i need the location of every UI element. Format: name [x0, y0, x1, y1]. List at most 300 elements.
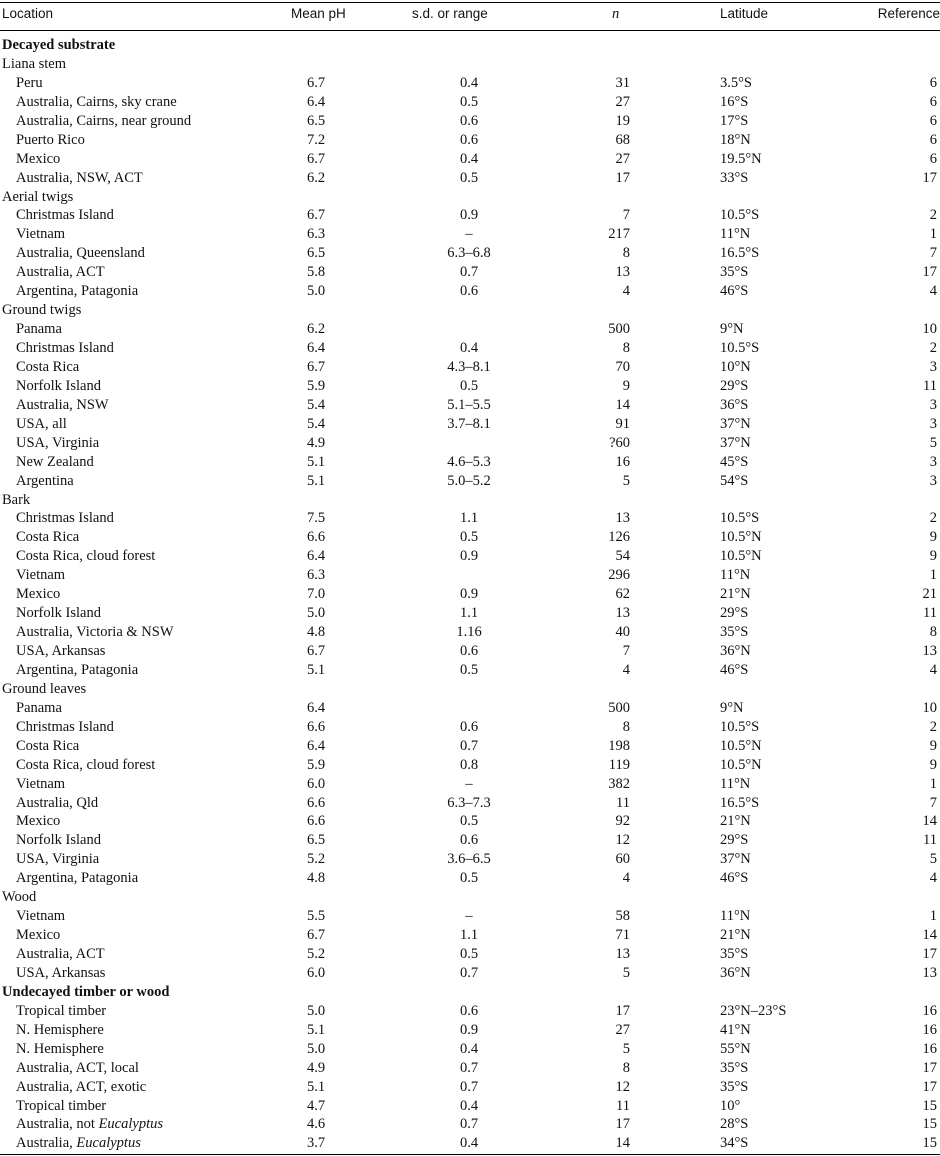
location-cell: Vietnam [16, 908, 66, 925]
group-row [0, 301, 940, 320]
n-cell: 5 [622, 964, 630, 981]
n-cell: 71 [615, 927, 630, 944]
reference-cell: 13 [922, 643, 937, 659]
mean-ph-cell: 6.6 [306, 718, 326, 735]
location-cell: Argentina, Patagonia [16, 661, 139, 678]
mean-ph-cell: 6.6 [306, 813, 326, 830]
taxon-name: Eucalyptus [98, 1116, 163, 1133]
latitude-cell: 10.5°N [720, 756, 762, 773]
reference-cell: 2 [929, 340, 937, 356]
latitude-cell: 36°S [720, 396, 749, 413]
sd-range-cell: 0.6 [459, 832, 479, 849]
mean-ph-cell: 5.0 [306, 605, 326, 622]
n-cell: 17 [615, 1002, 630, 1019]
sd-range-cell: 0.9 [459, 207, 479, 224]
mean-ph-cell: 4.8 [306, 870, 326, 887]
sd-range-cell: 0.6 [459, 643, 479, 659]
location-cell: Argentina, Patagonia [16, 283, 139, 300]
table-row [0, 850, 940, 869]
reference-cell: 5 [929, 851, 937, 868]
reference-cell: 5 [929, 434, 937, 451]
mean-ph-cell: 5.4 [306, 396, 326, 413]
sd-range-cell: 0.7 [459, 964, 479, 981]
location-cell: Mexico [16, 927, 61, 944]
reference-cell: 1 [929, 908, 937, 925]
mean-ph-cell: 6.4 [306, 699, 326, 716]
latitude-cell: 35°S [720, 624, 749, 641]
n-cell: 31 [615, 74, 630, 91]
table-body [0, 36, 940, 1153]
latitude-cell: 35°S [720, 1059, 749, 1076]
latitude-cell: 35°S [720, 264, 749, 281]
location-cell: Argentina, Patagonia [16, 870, 139, 887]
n-cell: 58 [615, 908, 630, 925]
location-cell: Vietnam [16, 226, 66, 243]
table-row [0, 1040, 940, 1059]
table-row [0, 74, 940, 93]
n-cell: 17 [615, 1116, 630, 1133]
sd-range-cell: 0.5 [459, 377, 479, 394]
location-cell: USA, all [16, 415, 67, 432]
mean-ph-cell: 6.7 [306, 74, 326, 91]
reference-cell: 14 [922, 813, 937, 830]
sd-range-cell: 0.4 [459, 150, 479, 167]
sd-range-cell: 0.4 [459, 74, 479, 91]
table-row [0, 1134, 940, 1153]
n-cell: 12 [615, 1078, 630, 1095]
table-row [0, 1002, 940, 1021]
section-row [0, 36, 940, 55]
n-cell: 11 [616, 794, 630, 811]
reference-cell: 2 [929, 718, 937, 735]
reference-cell: 16 [922, 1002, 937, 1019]
reference-cell: 11 [923, 377, 937, 394]
table-row [0, 964, 940, 983]
table-row [0, 1021, 940, 1040]
n-cell: 40 [615, 624, 630, 641]
sd-range-cell: 0.7 [459, 264, 479, 281]
mean-ph-cell: 6.7 [306, 358, 326, 375]
table-row [0, 775, 940, 794]
table-row [0, 907, 940, 926]
location-cell: USA, Virginia [16, 851, 100, 868]
table-row [0, 661, 940, 680]
n-cell: 217 [608, 226, 630, 243]
reference-cell: 1 [929, 775, 937, 792]
reference-cell: 14 [922, 927, 937, 944]
latitude-cell: 16.5°S [720, 794, 760, 811]
mean-ph-cell: 6.6 [306, 529, 326, 546]
sd-range-cell: 0.4 [459, 1040, 479, 1057]
latitude-cell: 9°N [720, 321, 744, 338]
table-row [0, 945, 940, 964]
table-row [0, 528, 940, 547]
mean-ph-cell: 4.9 [306, 434, 326, 451]
reference-cell: 4 [929, 283, 937, 300]
sd-range-cell: 4.3–8.1 [447, 358, 491, 375]
location-cell: Australia, Eucalyptus [16, 1135, 141, 1152]
mean-ph-cell: 6.4 [306, 548, 326, 565]
reference-cell: 3 [929, 358, 937, 375]
sd-range-cell: 0.6 [459, 131, 479, 148]
table-row [0, 1078, 940, 1097]
n-cell: 17 [615, 169, 630, 186]
table-row [0, 566, 940, 585]
n-cell: 60 [615, 851, 630, 868]
n-cell: 382 [608, 775, 630, 792]
location-cell: New Zealand [16, 453, 94, 470]
n-cell: 4 [622, 870, 630, 887]
mean-ph-cell: 6.3 [306, 226, 326, 243]
table-row [0, 377, 940, 396]
reference-cell: 3 [929, 453, 937, 470]
table-row [0, 642, 940, 661]
n-cell: 19 [615, 112, 630, 129]
table-row [0, 699, 940, 718]
latitude-cell: 19.5°N [720, 150, 762, 167]
latitude-cell: 46°S [720, 870, 749, 887]
table-row [0, 434, 940, 453]
table-row [0, 358, 940, 377]
reference-cell: 3 [929, 396, 937, 413]
location-cell: Australia, Cairns, sky crane [16, 93, 177, 110]
mean-ph-cell: 5.9 [306, 377, 326, 394]
mean-ph-cell: 4.9 [306, 1059, 326, 1076]
mean-ph-cell: 3.7 [306, 1135, 326, 1152]
latitude-cell: 10.5°S [720, 340, 760, 356]
latitude-cell: 21°N [720, 586, 751, 603]
mean-ph-cell: 5.2 [306, 851, 326, 868]
mean-ph-cell: 5.8 [306, 264, 326, 281]
n-cell: 16 [615, 453, 630, 470]
sd-range-cell: – [465, 775, 473, 792]
reference-cell: 9 [929, 737, 937, 754]
n-cell: 296 [608, 567, 630, 584]
sd-range-cell: 1.1 [459, 927, 479, 944]
section-heading: Undecayed timber or wood [2, 983, 170, 1000]
reference-cell: 1 [929, 567, 937, 584]
location-cell: Christmas Island [16, 207, 114, 224]
location-cell: Australia, not Eucalyptus [16, 1116, 163, 1133]
mean-ph-cell: 6.7 [306, 207, 326, 224]
sd-range-cell: 0.4 [459, 1097, 479, 1114]
header-latitude: Latitude [720, 6, 769, 21]
mean-ph-cell: 5.1 [306, 661, 326, 678]
location-cell: Puerto Rico [16, 131, 85, 148]
location-cell: Costa Rica, cloud forest [16, 548, 156, 565]
table-header [0, 6, 940, 28]
sd-range-cell: 0.6 [459, 112, 479, 129]
sd-range-cell: 3.7–8.1 [447, 415, 491, 432]
location-cell: Australia, ACT [16, 946, 105, 962]
latitude-cell: 37°N [720, 851, 751, 868]
mean-ph-cell: 7.2 [306, 131, 326, 148]
header-mean-ph: Mean pH [291, 6, 346, 21]
mean-ph-cell: 5.1 [306, 472, 326, 489]
sd-range-cell: 0.7 [459, 1059, 479, 1076]
reference-cell: 6 [929, 131, 937, 148]
reference-cell: 1 [929, 226, 937, 243]
sd-range-cell: – [465, 908, 473, 925]
table-row [0, 396, 940, 415]
reference-cell: 16 [922, 1021, 937, 1038]
sd-range-cell: 1.1 [459, 605, 479, 622]
group-row [0, 888, 940, 907]
latitude-cell: 10.5°N [720, 529, 762, 546]
table-row [0, 623, 940, 642]
latitude-cell: 11°N [720, 226, 751, 243]
n-cell: ?60 [609, 434, 630, 451]
location-cell: Mexico [16, 150, 61, 167]
mean-ph-cell: 5.9 [306, 756, 326, 773]
location-cell: Vietnam [16, 567, 66, 584]
table-row [0, 869, 940, 888]
location-cell: Australia, ACT, exotic [16, 1078, 147, 1095]
table-row [0, 509, 940, 528]
table-row [0, 718, 940, 737]
sd-range-cell: 0.7 [459, 1078, 479, 1095]
mean-ph-cell: 6.0 [306, 775, 326, 792]
location-cell: Norfolk Island [16, 605, 101, 622]
n-cell: 13 [615, 605, 630, 622]
n-cell: 12 [615, 832, 630, 849]
reference-cell: 9 [929, 529, 937, 546]
location-cell: Tropical timber [16, 1097, 107, 1114]
n-cell: 7 [622, 207, 630, 224]
table-row [0, 1059, 940, 1078]
mean-ph-cell: 6.2 [306, 169, 326, 186]
n-cell: 8 [622, 245, 630, 262]
location-cell: Costa Rica, cloud forest [16, 756, 156, 773]
location-cell: Panama [16, 321, 62, 338]
taxon-name: Eucalyptus [76, 1135, 141, 1152]
latitude-cell: 21°N [720, 927, 751, 944]
location-cell: Costa Rica [16, 737, 80, 754]
latitude-cell: 11°N [720, 908, 751, 925]
latitude-cell: 9°N [720, 699, 744, 716]
table-row [0, 831, 940, 850]
latitude-cell: 46°S [720, 661, 749, 678]
n-cell: 70 [615, 358, 630, 375]
group-heading: Ground leaves [2, 680, 87, 697]
mean-ph-cell: 5.1 [306, 453, 326, 470]
table-row [0, 453, 940, 472]
latitude-cell: 45°S [720, 453, 749, 470]
sd-range-cell: 0.5 [459, 946, 479, 962]
mean-ph-cell: 5.1 [306, 1021, 326, 1038]
reference-cell: 10 [922, 699, 937, 716]
latitude-cell: 35°S [720, 946, 749, 962]
latitude-cell: 29°S [720, 832, 749, 849]
sd-range-cell: 6.3–7.3 [447, 794, 491, 811]
reference-cell: 17 [922, 1059, 937, 1076]
group-heading: Wood [2, 889, 37, 906]
table-row [0, 1115, 940, 1134]
n-cell: 92 [615, 813, 630, 830]
sd-range-cell: 0.6 [459, 718, 479, 735]
table-row [0, 926, 940, 945]
table-row [0, 320, 940, 339]
table-row [0, 737, 940, 756]
latitude-cell: 23°N–23°S [720, 1002, 787, 1019]
n-cell: 5 [622, 1040, 630, 1057]
reference-cell: 15 [922, 1116, 937, 1133]
reference-cell: 4 [929, 661, 937, 678]
reference-cell: 10 [922, 321, 937, 338]
location-cell: USA, Virginia [16, 434, 100, 451]
latitude-cell: 41°N [720, 1021, 751, 1038]
location-cell: Panama [16, 699, 62, 716]
n-cell: 4 [622, 283, 630, 300]
table-row [0, 339, 940, 358]
n-cell: 68 [615, 131, 630, 148]
mean-ph-cell: 5.0 [306, 1040, 326, 1057]
n-cell: 198 [608, 737, 630, 754]
mean-ph-cell: 6.3 [306, 567, 326, 584]
latitude-cell: 46°S [720, 283, 749, 300]
reference-cell: 9 [929, 756, 937, 773]
latitude-cell: 55°N [720, 1040, 751, 1057]
n-cell: 5 [622, 472, 630, 489]
latitude-cell: 18°N [720, 131, 751, 148]
latitude-cell: 54°S [720, 472, 749, 489]
location-cell: Norfolk Island [16, 377, 101, 394]
latitude-cell: 16°S [720, 93, 749, 110]
n-cell: 500 [608, 321, 630, 338]
sd-range-cell: 0.5 [459, 870, 479, 887]
mean-ph-cell: 7.0 [306, 586, 326, 603]
reference-cell: 17 [922, 1078, 937, 1095]
n-cell: 27 [615, 150, 630, 167]
sd-range-cell: 0.5 [459, 661, 479, 678]
n-cell: 8 [622, 1059, 630, 1076]
mean-ph-cell: 5.1 [306, 1078, 326, 1095]
sd-range-cell: 0.4 [459, 1135, 479, 1152]
n-cell: 7 [622, 643, 630, 659]
reference-cell: 2 [929, 510, 937, 527]
latitude-cell: 37°N [720, 415, 751, 432]
group-row [0, 55, 940, 74]
location-cell: Mexico [16, 586, 61, 603]
sd-range-cell: 0.8 [459, 756, 479, 773]
location-cell: Mexico [16, 813, 61, 830]
reference-cell: 15 [922, 1135, 937, 1152]
sd-range-cell: 4.6–5.3 [447, 453, 491, 470]
reference-cell: 13 [922, 964, 937, 981]
location-cell: Australia, Qld [16, 794, 99, 811]
table-bottom-rule [0, 1154, 940, 1155]
sd-range-cell: 5.0–5.2 [447, 472, 491, 489]
reference-cell: 3 [929, 472, 937, 489]
reference-cell: 17 [922, 264, 937, 281]
section-heading: Decayed substrate [2, 37, 116, 53]
latitude-cell: 11°N [720, 775, 751, 792]
reference-cell: 6 [929, 93, 937, 110]
latitude-cell: 29°S [720, 377, 749, 394]
n-cell: 13 [615, 264, 630, 281]
latitude-cell: 17°S [720, 112, 749, 129]
sd-range-cell: – [465, 226, 473, 243]
table-row [0, 282, 940, 301]
mean-ph-cell: 6.0 [306, 964, 326, 981]
table-row [0, 415, 940, 434]
table-row [0, 169, 940, 188]
reference-cell: 6 [929, 112, 937, 129]
reference-cell: 11 [923, 605, 937, 622]
n-cell: 13 [615, 510, 630, 527]
n-cell: 91 [615, 415, 630, 432]
latitude-cell: 10.5°S [720, 510, 760, 527]
latitude-cell: 10°N [720, 358, 751, 375]
latitude-cell: 10.5°S [720, 207, 760, 224]
reference-cell: 17 [922, 169, 937, 186]
table-row [0, 263, 940, 282]
latitude-cell: 16.5°S [720, 245, 760, 262]
location-cell: USA, Arkansas [16, 643, 106, 659]
mean-ph-cell: 5.0 [306, 283, 326, 300]
sd-range-cell: 0.7 [459, 737, 479, 754]
latitude-cell: 36°N [720, 964, 751, 981]
mean-ph-cell: 6.5 [306, 245, 326, 262]
header-sd-range: s.d. or range [412, 6, 488, 21]
sd-range-cell: 1.1 [459, 510, 479, 527]
latitude-cell: 10.5°N [720, 737, 762, 754]
sd-range-cell: 5.1–5.5 [447, 396, 491, 413]
n-cell: 62 [615, 586, 630, 603]
mean-ph-cell: 4.7 [306, 1097, 326, 1114]
n-cell: 8 [622, 718, 630, 735]
sd-range-cell: 0.5 [459, 529, 479, 546]
n-cell: 11 [616, 1097, 630, 1114]
reference-cell: 15 [922, 1097, 937, 1114]
table-row [0, 1097, 940, 1116]
table-row [0, 93, 940, 112]
n-cell: 4 [622, 661, 630, 678]
mean-ph-cell: 6.7 [306, 927, 326, 944]
sd-range-cell: 0.5 [459, 813, 479, 830]
reference-cell: 11 [923, 832, 937, 849]
n-cell: 126 [608, 529, 630, 546]
group-row [0, 680, 940, 699]
n-cell: 500 [608, 699, 630, 716]
location-cell: Australia, ACT, local [16, 1059, 139, 1076]
location-cell: Australia, NSW, ACT [16, 169, 143, 186]
table-top-rule [0, 2, 940, 3]
n-cell: 27 [615, 1021, 630, 1038]
mean-ph-cell: 4.8 [306, 624, 326, 641]
reference-cell: 21 [922, 586, 937, 603]
location-cell: Tropical timber [16, 1002, 107, 1019]
location-cell: Argentina [16, 472, 74, 489]
reference-cell: 17 [922, 946, 937, 962]
table-row [0, 472, 940, 491]
reference-cell: 7 [929, 794, 937, 811]
sd-range-cell: 1.16 [456, 624, 482, 641]
group-heading: Liana stem [2, 55, 67, 72]
header-reference: Reference [877, 6, 940, 21]
latitude-cell: 29°S [720, 605, 749, 622]
n-cell: 9 [622, 377, 630, 394]
group-row [0, 188, 940, 207]
latitude-cell: 21°N [720, 813, 751, 830]
sd-range-cell: 0.7 [459, 1116, 479, 1133]
mean-ph-cell: 5.5 [306, 908, 326, 925]
latitude-cell: 34°S [720, 1135, 749, 1152]
reference-cell: 16 [922, 1040, 937, 1057]
location-cell: Vietnam [16, 775, 66, 792]
mean-ph-cell: 6.4 [306, 737, 326, 754]
latitude-cell: 10.5°S [720, 718, 760, 735]
